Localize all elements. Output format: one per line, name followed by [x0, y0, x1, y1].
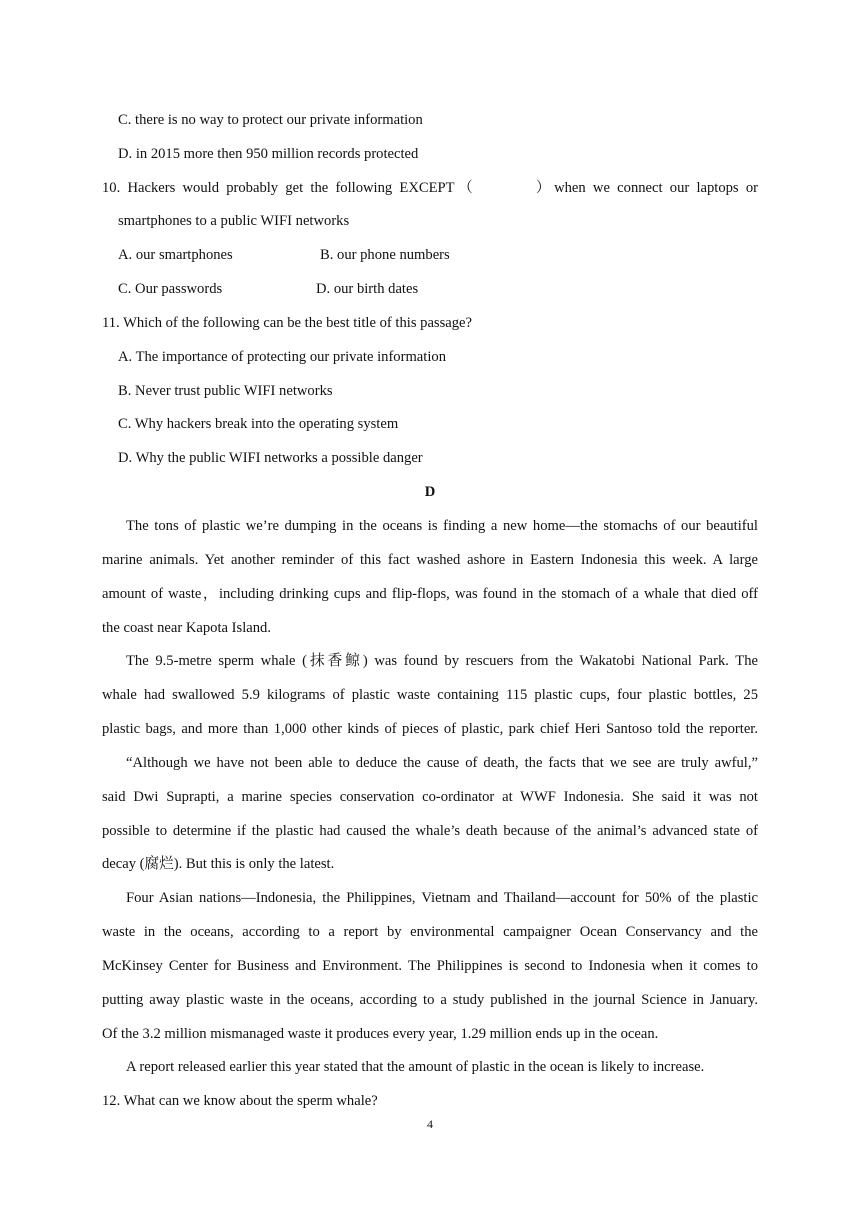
- passage-line: the coast near Kapota Island.: [102, 620, 271, 636]
- passage-line: The 9.5-metre sperm whale (抹香鲸) was found by rescuers from the Wakatobi National Park. The: [126, 653, 758, 669]
- passage-line: Four Asian nations—Indonesia, the Philippines, Vietnam and Thailand—account for 50% of the plastic: [126, 890, 758, 906]
- q11-option-d: D. Why the public WIFI networks a possible danger: [118, 450, 423, 466]
- q11-option-c: C. Why hackers break into the operating system: [118, 416, 399, 432]
- passage-line: possible to determine if the plastic had caused the whale’s death because of the animal’s advanced state of: [102, 823, 758, 839]
- q10-stem-part2: ）when we connect our laptops or: [532, 180, 759, 196]
- q10-stem: [102, 178, 758, 198]
- passage-line: A report released earlier this year stated that the amount of plastic in the ocean is likely to increase.: [126, 1059, 705, 1075]
- q9-option-d: D. in 2015 more then 950 million records protected: [118, 146, 419, 162]
- passage-line: marine animals. Yet another reminder of this fact washed ashore in Eastern Indonesia this week. A large: [102, 552, 758, 568]
- q11-option-b: B. Never trust public WIFI networks: [118, 383, 333, 399]
- q11-option-a: A. The importance of protecting our private information: [118, 349, 446, 365]
- section-heading: D: [424, 484, 436, 500]
- passage-line: said Dwi Suprapti, a marine species conservation co-ordinator at WWF Indonesia. She said it was not: [102, 789, 758, 805]
- passage-line: McKinsey Center for Business and Environment. The Philippines is second to Indonesia when it comes to: [102, 958, 758, 974]
- q12-stem: 12. What can we know about the sperm whale?: [102, 1093, 378, 1109]
- q10-stem-continuation: smartphones to a public WIFI networks: [118, 213, 350, 229]
- q10-option-a: A. our smartphones: [118, 247, 233, 263]
- page-number: 4: [427, 1117, 433, 1131]
- passage-line: putting away plastic waste in the oceans, according to a study published in the journal Science in January.: [102, 992, 758, 1008]
- q9-option-c: C. there is no way to protect our private information: [118, 112, 423, 128]
- passage-line: whale had swallowed 5.9 kilograms of plastic waste containing 115 plastic cups, four plastic bottles, 25: [102, 687, 758, 703]
- q10-option-c: C. Our passwords: [118, 281, 223, 297]
- q10-option-d: D. our birth dates: [316, 281, 419, 297]
- q10-option-b: B. our phone numbers: [320, 247, 450, 263]
- passage-line: decay (腐烂). But this is only the latest.: [102, 856, 335, 872]
- passage-line: Of the 3.2 million mismanaged waste it produces every year, 1.29 million ends up in the ocean.: [102, 1026, 659, 1042]
- passage-line: waste in the oceans, according to a report by environmental campaigner Ocean Conservancy and the: [102, 924, 758, 940]
- passage-line: “Although we have not been able to deduce the cause of death, the facts that we see are truly awful,”: [126, 755, 758, 771]
- passage-line: The tons of plastic we’re dumping in the oceans is finding a new home—the stomachs of our beautiful: [126, 518, 758, 534]
- passage-line: amount of waste，including drinking cups and flip-flops, was found in the stomach of a whale that died off: [102, 586, 758, 602]
- passage-line: plastic bags, and more than 1,000 other kinds of pieces of plastic, park chief Heri Santoso told the reporter.: [102, 721, 758, 737]
- q10-stem-part1: 10. Hackers would probably get the following EXCEPT（: [102, 180, 477, 196]
- q11-stem: 11. Which of the following can be the best title of this passage?: [102, 315, 473, 331]
